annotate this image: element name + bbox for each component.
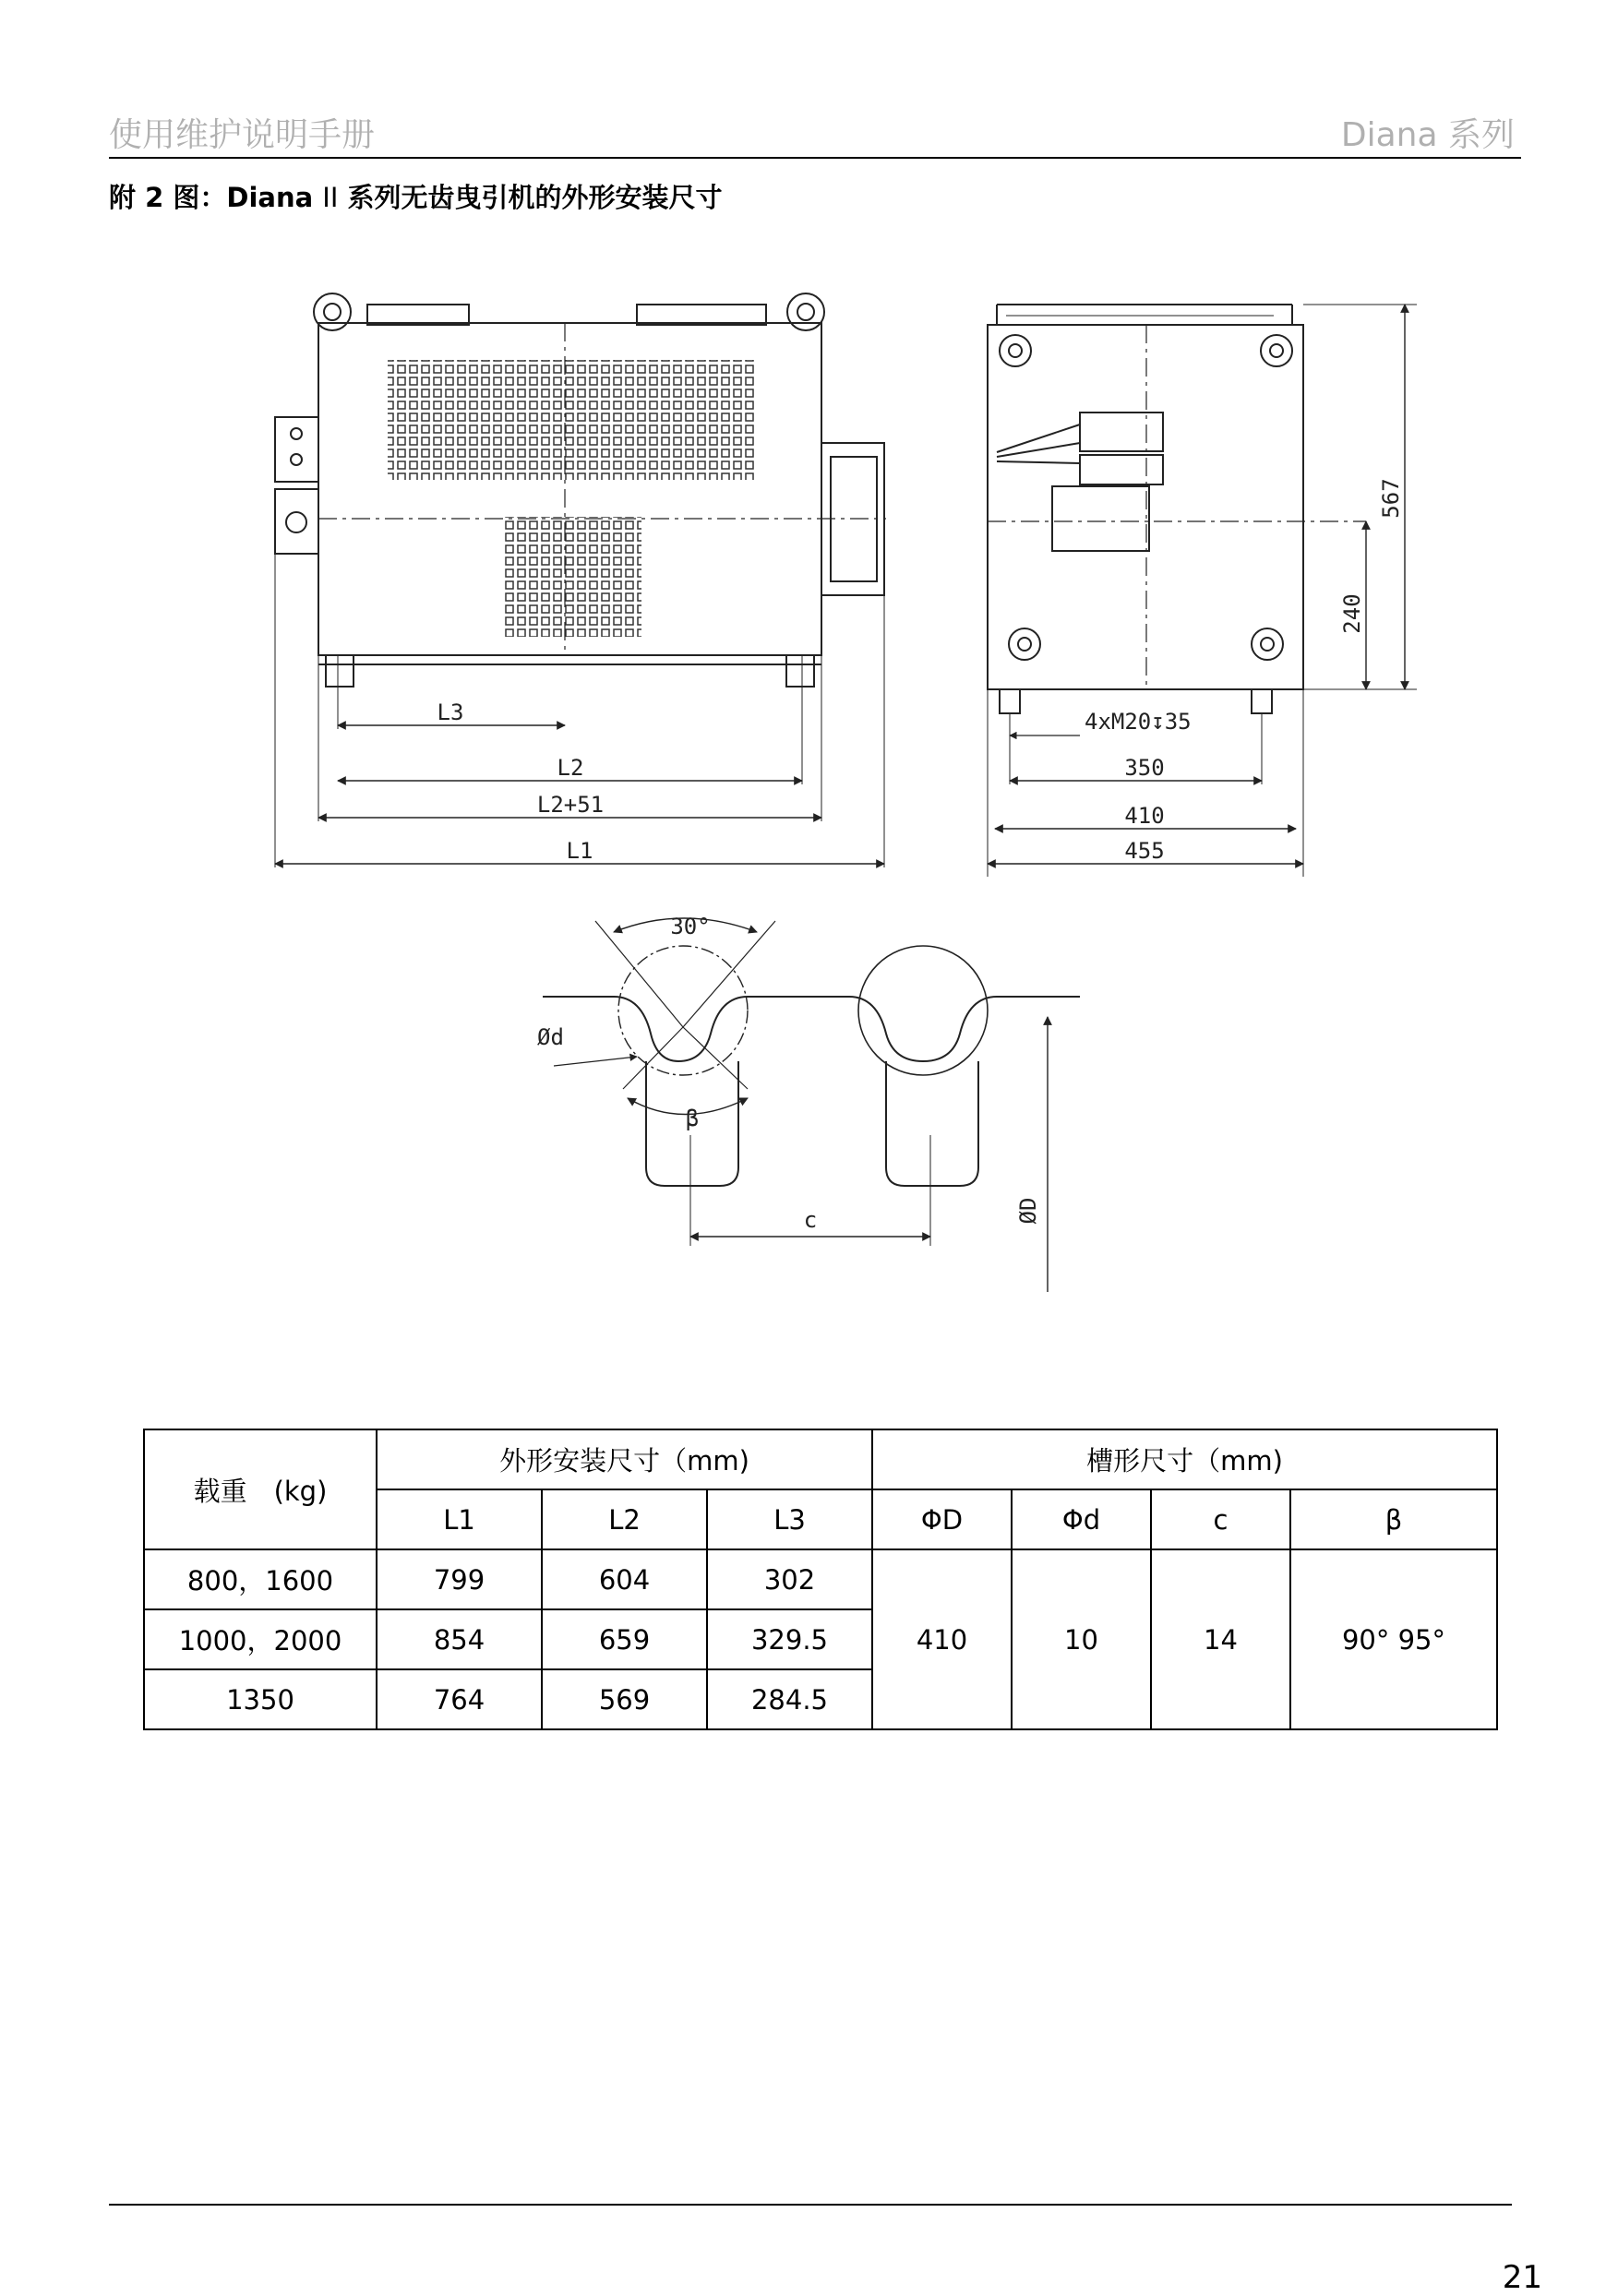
cell-l1: 854 xyxy=(377,1609,542,1669)
connector-block-lower xyxy=(1052,486,1149,551)
label-567: 567 xyxy=(1378,478,1404,519)
header-groove-dims: 槽形尺寸（mm) xyxy=(872,1429,1497,1489)
cell-c: 14 xyxy=(1151,1549,1290,1729)
header-series-name: Diana 系列 xyxy=(1340,116,1515,154)
label-big-d: ØD xyxy=(1015,1197,1041,1225)
header-beta: β xyxy=(1290,1489,1497,1549)
rope-circle-1 xyxy=(618,946,748,1075)
side-view xyxy=(988,305,1417,877)
label-small-d: Ød xyxy=(537,1024,564,1050)
label-350: 350 xyxy=(1124,755,1165,781)
header-big-d: ΦD xyxy=(872,1489,1012,1549)
figure-caption xyxy=(109,177,723,215)
cell-big-d: 410 xyxy=(872,1549,1012,1729)
cell-small-d: 10 xyxy=(1012,1549,1151,1729)
caption-prefix: 附 2 图：Diana xyxy=(109,182,314,213)
label-c: c xyxy=(803,1207,818,1233)
vent-grid-lower xyxy=(503,517,641,637)
lifting-eye-right xyxy=(787,293,824,330)
foot-left xyxy=(326,655,354,687)
cell-l2: 659 xyxy=(542,1609,707,1669)
header-l2: L2 xyxy=(542,1489,707,1549)
header-l3: L3 xyxy=(707,1489,872,1549)
label-l3: L3 xyxy=(437,700,464,725)
header-small-d: Φd xyxy=(1012,1489,1151,1549)
groove-detail xyxy=(543,918,1080,1292)
cell-l3: 284.5 xyxy=(707,1669,872,1729)
label-bolt-spec: 4xM20↧35 xyxy=(1085,709,1192,735)
terminal-box-lower xyxy=(275,489,318,554)
header-c: c xyxy=(1151,1489,1290,1549)
top-cover-right xyxy=(637,305,766,325)
cell-load: 800，1600 xyxy=(144,1549,377,1609)
caption-suffix: 系列无齿曳引机的外形安装尺寸 xyxy=(347,182,723,213)
lifting-eye-left xyxy=(314,293,351,330)
side-foot-left xyxy=(1000,689,1020,713)
top-cover-left xyxy=(367,305,469,325)
page-number: 21 xyxy=(1502,2259,1542,2296)
cell-load: 1350 xyxy=(144,1669,377,1729)
rope-groove-profile xyxy=(543,997,1080,1061)
footer-rule xyxy=(109,2204,1512,2206)
vent-grid-upper xyxy=(388,360,757,480)
groove-body-2 xyxy=(886,1061,978,1186)
connector-block-upper xyxy=(1080,413,1163,451)
label-l2: L2 xyxy=(557,755,584,781)
header-load: 载重 (kg) xyxy=(144,1429,377,1549)
cell-l1: 764 xyxy=(377,1669,542,1729)
label-l1: L1 xyxy=(566,838,593,864)
header-rule xyxy=(109,157,1521,159)
front-view xyxy=(275,293,886,867)
technical-drawing xyxy=(0,268,1618,1301)
cell-l2: 604 xyxy=(542,1549,707,1609)
cell-l3: 329.5 xyxy=(707,1609,872,1669)
dimension-table xyxy=(143,1429,1498,1730)
cell-load: 1000，2000 xyxy=(144,1609,377,1669)
header-manual-title: 使用维护说明手册 xyxy=(109,116,376,154)
table-row xyxy=(144,1549,1497,1609)
rope-circle-2 xyxy=(858,946,988,1075)
side-foot-right xyxy=(1252,689,1272,713)
label-beta: β xyxy=(685,1106,700,1131)
cell-beta: 90° 95° xyxy=(1290,1549,1497,1729)
label-455: 455 xyxy=(1124,838,1165,864)
cell-l2: 569 xyxy=(542,1669,707,1729)
label-l2-plus-51: L2+51 xyxy=(536,792,605,818)
foot-right xyxy=(786,655,814,687)
caption-roman: II xyxy=(322,182,339,213)
header-install-dims: 外形安装尺寸（mm) xyxy=(377,1429,872,1489)
cell-l1: 799 xyxy=(377,1549,542,1609)
table-header-row-1 xyxy=(144,1429,1497,1489)
cell-l3: 302 xyxy=(707,1549,872,1609)
label-240: 240 xyxy=(1339,593,1365,634)
label-410: 410 xyxy=(1124,803,1165,829)
header-l1: L1 xyxy=(377,1489,542,1549)
terminal-box-upper xyxy=(275,417,318,482)
label-30-deg: 30° xyxy=(670,914,711,939)
